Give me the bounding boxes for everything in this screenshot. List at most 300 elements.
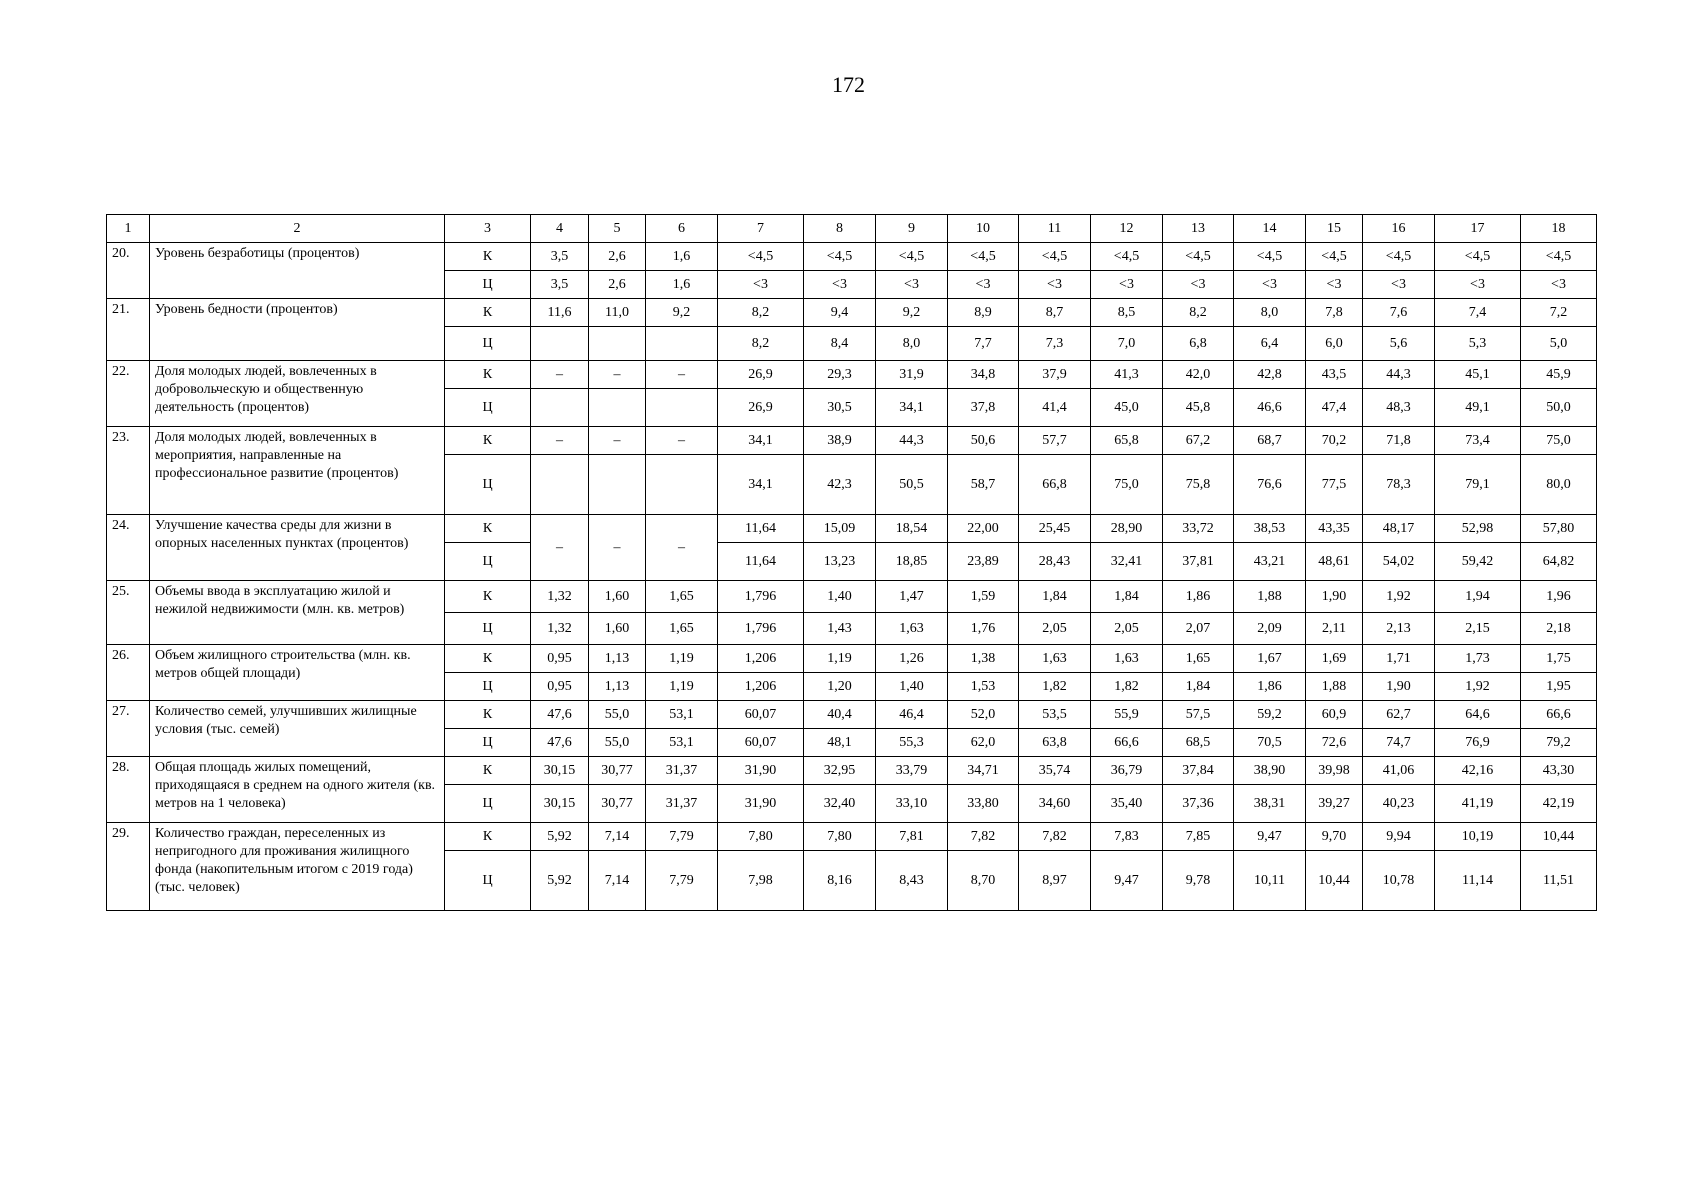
- value-cell: 34,8: [948, 361, 1019, 389]
- value-cell: 8,2: [718, 327, 804, 361]
- value-cell: 37,9: [1019, 361, 1091, 389]
- value-cell: 1,40: [804, 581, 876, 613]
- value-cell: 1,63: [876, 613, 948, 645]
- indicator-name: Объем жилищного строительства (млн. кв. метров общей площади): [150, 645, 445, 701]
- value-cell: 38,53: [1234, 515, 1306, 543]
- value-cell: 33,10: [876, 785, 948, 823]
- table-row: [107, 823, 1597, 851]
- value-cell: 11,51: [1521, 851, 1597, 911]
- value-cell: 30,5: [804, 389, 876, 427]
- value-cell: 70,2: [1306, 427, 1363, 455]
- value-cell: 63,8: [1019, 729, 1091, 757]
- value-cell: 18,54: [876, 515, 948, 543]
- value-cell: 7,81: [876, 823, 948, 851]
- value-cell: 39,27: [1306, 785, 1363, 823]
- value-cell: 34,1: [718, 455, 804, 515]
- value-cell: 1,96: [1521, 581, 1597, 613]
- value-cell: 37,81: [1163, 543, 1234, 581]
- value-cell: 70,5: [1234, 729, 1306, 757]
- row-number: 21.: [107, 299, 150, 361]
- value-cell: 7,80: [804, 823, 876, 851]
- value-cell: 0,95: [531, 673, 589, 701]
- value-cell: 45,1: [1435, 361, 1521, 389]
- value-cell: –: [589, 427, 646, 455]
- value-cell: 33,79: [876, 757, 948, 785]
- type-label-c: Ц: [445, 327, 531, 361]
- value-cell: [531, 327, 589, 361]
- value-cell: 10,11: [1234, 851, 1306, 911]
- value-cell: 53,1: [646, 729, 718, 757]
- value-cell: 60,07: [718, 729, 804, 757]
- value-cell: 40,23: [1363, 785, 1435, 823]
- value-cell: 13,23: [804, 543, 876, 581]
- value-cell: 5,92: [531, 851, 589, 911]
- type-label-c: Ц: [445, 389, 531, 427]
- value-cell: 6,4: [1234, 327, 1306, 361]
- value-cell: <4,5: [1306, 243, 1363, 271]
- type-label-c: Ц: [445, 271, 531, 299]
- table-row: [107, 361, 1597, 389]
- value-cell: 8,16: [804, 851, 876, 911]
- value-cell: 5,6: [1363, 327, 1435, 361]
- value-cell: 75,0: [1091, 455, 1163, 515]
- value-cell: 1,90: [1306, 581, 1363, 613]
- value-cell: 1,43: [804, 613, 876, 645]
- value-cell: 3,5: [531, 271, 589, 299]
- value-cell: 74,7: [1363, 729, 1435, 757]
- value-cell: 57,7: [1019, 427, 1091, 455]
- value-cell: 32,40: [804, 785, 876, 823]
- merged-value-cell: –: [589, 515, 646, 581]
- value-cell: 1,63: [1019, 645, 1091, 673]
- value-cell: 7,14: [589, 823, 646, 851]
- value-cell: 54,02: [1363, 543, 1435, 581]
- value-cell: 1,6: [646, 243, 718, 271]
- value-cell: 1,84: [1019, 581, 1091, 613]
- value-cell: 7,79: [646, 851, 718, 911]
- column-header: 13: [1163, 215, 1234, 243]
- value-cell: 1,40: [876, 673, 948, 701]
- value-cell: 6,0: [1306, 327, 1363, 361]
- value-cell: 28,43: [1019, 543, 1091, 581]
- value-cell: –: [531, 427, 589, 455]
- value-cell: 7,2: [1521, 299, 1597, 327]
- value-cell: 1,84: [1163, 673, 1234, 701]
- value-cell: 10,44: [1306, 851, 1363, 911]
- value-cell: 9,2: [646, 299, 718, 327]
- indicator-name: Объемы ввода в эксплуатацию жилой и нежилой недвижимости (млн. кв. метров): [150, 581, 445, 645]
- value-cell: 30,77: [589, 757, 646, 785]
- value-cell: 32,95: [804, 757, 876, 785]
- value-cell: <4,5: [948, 243, 1019, 271]
- type-label-c: Ц: [445, 673, 531, 701]
- value-cell: 7,8: [1306, 299, 1363, 327]
- value-cell: 8,70: [948, 851, 1019, 911]
- value-cell: 52,98: [1435, 515, 1521, 543]
- value-cell: 2,13: [1363, 613, 1435, 645]
- type-label-k: К: [445, 299, 531, 327]
- column-header: 1: [107, 215, 150, 243]
- indicator-name: Количество граждан, переселенных из непригодного для проживания жилищного фонда (накопительным итогом с 2019 года) (тыс. человек): [150, 823, 445, 911]
- value-cell: 58,7: [948, 455, 1019, 515]
- value-cell: 2,07: [1163, 613, 1234, 645]
- value-cell: 80,0: [1521, 455, 1597, 515]
- value-cell: 8,2: [718, 299, 804, 327]
- value-cell: 9,47: [1234, 823, 1306, 851]
- value-cell: 7,80: [718, 823, 804, 851]
- value-cell: 45,8: [1163, 389, 1234, 427]
- value-cell: 49,1: [1435, 389, 1521, 427]
- value-cell: 55,0: [589, 701, 646, 729]
- value-cell: 1,88: [1306, 673, 1363, 701]
- value-cell: 7,98: [718, 851, 804, 911]
- value-cell: 1,13: [589, 673, 646, 701]
- value-cell: 53,5: [1019, 701, 1091, 729]
- value-cell: [589, 327, 646, 361]
- value-cell: 31,90: [718, 785, 804, 823]
- value-cell: 15,09: [804, 515, 876, 543]
- value-cell: 60,9: [1306, 701, 1363, 729]
- value-cell: 57,5: [1163, 701, 1234, 729]
- value-cell: 9,94: [1363, 823, 1435, 851]
- value-cell: 46,4: [876, 701, 948, 729]
- value-cell: 9,78: [1163, 851, 1234, 911]
- value-cell: 41,3: [1091, 361, 1163, 389]
- value-cell: 40,4: [804, 701, 876, 729]
- value-cell: <3: [718, 271, 804, 299]
- column-header: 17: [1435, 215, 1521, 243]
- value-cell: 10,78: [1363, 851, 1435, 911]
- value-cell: 50,5: [876, 455, 948, 515]
- value-cell: [646, 389, 718, 427]
- value-cell: 1,26: [876, 645, 948, 673]
- value-cell: 8,5: [1091, 299, 1163, 327]
- indicator-name: Общая площадь жилых помещений, приходящаяся в среднем на одного жителя (кв. метров на 1 человека): [150, 757, 445, 823]
- value-cell: –: [646, 361, 718, 389]
- value-cell: 5,0: [1521, 327, 1597, 361]
- value-cell: 1,92: [1363, 581, 1435, 613]
- value-cell: 31,37: [646, 785, 718, 823]
- value-cell: 73,4: [1435, 427, 1521, 455]
- value-cell: 7,83: [1091, 823, 1163, 851]
- column-header: 3: [445, 215, 531, 243]
- type-label-c: Ц: [445, 543, 531, 581]
- type-label-k: К: [445, 645, 531, 673]
- column-header: 10: [948, 215, 1019, 243]
- value-cell: 11,14: [1435, 851, 1521, 911]
- row-number: 28.: [107, 757, 150, 823]
- value-cell: 64,6: [1435, 701, 1521, 729]
- value-cell: 68,5: [1163, 729, 1234, 757]
- value-cell: 79,1: [1435, 455, 1521, 515]
- value-cell: [646, 455, 718, 515]
- row-number: 22.: [107, 361, 150, 427]
- value-cell: 68,7: [1234, 427, 1306, 455]
- value-cell: 1,13: [589, 645, 646, 673]
- value-cell: 66,6: [1091, 729, 1163, 757]
- value-cell: 31,90: [718, 757, 804, 785]
- value-cell: 66,8: [1019, 455, 1091, 515]
- value-cell: 35,74: [1019, 757, 1091, 785]
- value-cell: <3: [1019, 271, 1091, 299]
- value-cell: 48,1: [804, 729, 876, 757]
- row-number: 25.: [107, 581, 150, 645]
- value-cell: 64,82: [1521, 543, 1597, 581]
- value-cell: 2,05: [1019, 613, 1091, 645]
- value-cell: 2,15: [1435, 613, 1521, 645]
- value-cell: 1,65: [1163, 645, 1234, 673]
- table-row: [107, 299, 1597, 327]
- value-cell: 36,79: [1091, 757, 1163, 785]
- merged-value-cell: –: [646, 515, 718, 581]
- row-number: 26.: [107, 645, 150, 701]
- value-cell: 50,6: [948, 427, 1019, 455]
- value-cell: 71,8: [1363, 427, 1435, 455]
- value-cell: 8,7: [1019, 299, 1091, 327]
- value-cell: 38,9: [804, 427, 876, 455]
- value-cell: 44,3: [876, 427, 948, 455]
- value-cell: 1,71: [1363, 645, 1435, 673]
- value-cell: 1,82: [1019, 673, 1091, 701]
- value-cell: 65,8: [1091, 427, 1163, 455]
- value-cell: –: [589, 361, 646, 389]
- type-label-c: Ц: [445, 613, 531, 645]
- value-cell: 42,8: [1234, 361, 1306, 389]
- value-cell: 42,16: [1435, 757, 1521, 785]
- type-label-c: Ц: [445, 851, 531, 911]
- value-cell: 1,73: [1435, 645, 1521, 673]
- value-cell: <3: [1091, 271, 1163, 299]
- value-cell: 50,0: [1521, 389, 1597, 427]
- value-cell: 11,0: [589, 299, 646, 327]
- value-cell: 30,15: [531, 757, 589, 785]
- value-cell: 2,11: [1306, 613, 1363, 645]
- value-cell: 8,9: [948, 299, 1019, 327]
- value-cell: 1,67: [1234, 645, 1306, 673]
- value-cell: 1,796: [718, 613, 804, 645]
- column-header: 15: [1306, 215, 1363, 243]
- value-cell: 48,3: [1363, 389, 1435, 427]
- row-number: 20.: [107, 243, 150, 299]
- value-cell: 2,6: [589, 243, 646, 271]
- value-cell: 9,4: [804, 299, 876, 327]
- table-row: [107, 581, 1597, 613]
- value-cell: 31,9: [876, 361, 948, 389]
- value-cell: 7,7: [948, 327, 1019, 361]
- value-cell: 33,72: [1163, 515, 1234, 543]
- value-cell: 1,63: [1091, 645, 1163, 673]
- indicator-name: Количество семей, улучшивших жилищные условия (тыс. семей): [150, 701, 445, 757]
- value-cell: 30,15: [531, 785, 589, 823]
- value-cell: 1,94: [1435, 581, 1521, 613]
- value-cell: 38,90: [1234, 757, 1306, 785]
- value-cell: 34,71: [948, 757, 1019, 785]
- value-cell: 1,92: [1435, 673, 1521, 701]
- value-cell: 22,00: [948, 515, 1019, 543]
- value-cell: 10,19: [1435, 823, 1521, 851]
- value-cell: 1,60: [589, 581, 646, 613]
- column-header: 5: [589, 215, 646, 243]
- indicator-name: Уровень безработицы (процентов): [150, 243, 445, 299]
- value-cell: 37,36: [1163, 785, 1234, 823]
- type-label-k: К: [445, 757, 531, 785]
- value-cell: 8,0: [876, 327, 948, 361]
- value-cell: 76,6: [1234, 455, 1306, 515]
- value-cell: 37,8: [948, 389, 1019, 427]
- value-cell: 2,18: [1521, 613, 1597, 645]
- value-cell: 11,64: [718, 515, 804, 543]
- value-cell: <4,5: [718, 243, 804, 271]
- value-cell: 1,53: [948, 673, 1019, 701]
- value-cell: 41,4: [1019, 389, 1091, 427]
- column-header: 8: [804, 215, 876, 243]
- value-cell: 72,6: [1306, 729, 1363, 757]
- value-cell: 55,3: [876, 729, 948, 757]
- table-row: [107, 645, 1597, 673]
- value-cell: 8,97: [1019, 851, 1091, 911]
- value-cell: 67,2: [1163, 427, 1234, 455]
- value-cell: 9,47: [1091, 851, 1163, 911]
- value-cell: 1,65: [646, 613, 718, 645]
- value-cell: 1,20: [804, 673, 876, 701]
- value-cell: 1,88: [1234, 581, 1306, 613]
- value-cell: 1,59: [948, 581, 1019, 613]
- value-cell: 1,90: [1363, 673, 1435, 701]
- value-cell: 1,47: [876, 581, 948, 613]
- value-cell: <3: [948, 271, 1019, 299]
- value-cell: 6,8: [1163, 327, 1234, 361]
- value-cell: 1,32: [531, 581, 589, 613]
- value-cell: 52,0: [948, 701, 1019, 729]
- value-cell: 7,82: [1019, 823, 1091, 851]
- value-cell: 9,70: [1306, 823, 1363, 851]
- value-cell: 9,2: [876, 299, 948, 327]
- value-cell: 1,65: [646, 581, 718, 613]
- value-cell: 45,9: [1521, 361, 1597, 389]
- value-cell: <4,5: [1521, 243, 1597, 271]
- indicator-name: Доля молодых людей, вовлеченных в мероприятия, направленные на профессиональное развитие (процентов): [150, 427, 445, 515]
- value-cell: 79,2: [1521, 729, 1597, 757]
- column-header: 2: [150, 215, 445, 243]
- value-cell: 75,0: [1521, 427, 1597, 455]
- value-cell: 7,14: [589, 851, 646, 911]
- row-number: 29.: [107, 823, 150, 911]
- indicator-name: Уровень бедности (процентов): [150, 299, 445, 361]
- value-cell: 48,17: [1363, 515, 1435, 543]
- value-cell: <3: [1435, 271, 1521, 299]
- value-cell: 1,84: [1091, 581, 1163, 613]
- value-cell: 77,5: [1306, 455, 1363, 515]
- merged-value-cell: –: [531, 515, 589, 581]
- value-cell: 23,89: [948, 543, 1019, 581]
- value-cell: <3: [1163, 271, 1234, 299]
- value-cell: <4,5: [1234, 243, 1306, 271]
- value-cell: 43,35: [1306, 515, 1363, 543]
- row-number: 24.: [107, 515, 150, 581]
- value-cell: 7,79: [646, 823, 718, 851]
- value-cell: 59,2: [1234, 701, 1306, 729]
- value-cell: <3: [876, 271, 948, 299]
- value-cell: 1,95: [1521, 673, 1597, 701]
- column-header: 12: [1091, 215, 1163, 243]
- value-cell: 29,3: [804, 361, 876, 389]
- value-cell: <4,5: [1163, 243, 1234, 271]
- page-number: 172: [832, 72, 865, 97]
- type-label-k: К: [445, 581, 531, 613]
- value-cell: 62,7: [1363, 701, 1435, 729]
- value-cell: 1,19: [646, 673, 718, 701]
- value-cell: 33,80: [948, 785, 1019, 823]
- value-cell: 11,64: [718, 543, 804, 581]
- value-cell: [589, 389, 646, 427]
- value-cell: –: [531, 361, 589, 389]
- table-row: [107, 427, 1597, 455]
- row-number: 27.: [107, 701, 150, 757]
- value-cell: 1,6: [646, 271, 718, 299]
- column-header: 18: [1521, 215, 1597, 243]
- value-cell: 42,3: [804, 455, 876, 515]
- value-cell: 34,1: [876, 389, 948, 427]
- value-cell: 35,40: [1091, 785, 1163, 823]
- value-cell: 8,43: [876, 851, 948, 911]
- value-cell: <3: [1521, 271, 1597, 299]
- value-cell: 1,86: [1163, 581, 1234, 613]
- value-cell: 66,6: [1521, 701, 1597, 729]
- value-cell: 42,0: [1163, 361, 1234, 389]
- table-row: [107, 515, 1597, 543]
- value-cell: 45,0: [1091, 389, 1163, 427]
- value-cell: 8,4: [804, 327, 876, 361]
- value-cell: 78,3: [1363, 455, 1435, 515]
- value-cell: 1,86: [1234, 673, 1306, 701]
- value-cell: <4,5: [1091, 243, 1163, 271]
- value-cell: 7,3: [1019, 327, 1091, 361]
- value-cell: 43,5: [1306, 361, 1363, 389]
- value-cell: <3: [1363, 271, 1435, 299]
- value-cell: 48,61: [1306, 543, 1363, 581]
- value-cell: 47,6: [531, 701, 589, 729]
- value-cell: 76,9: [1435, 729, 1521, 757]
- table-row: [107, 243, 1597, 271]
- value-cell: 2,09: [1234, 613, 1306, 645]
- value-cell: 59,42: [1435, 543, 1521, 581]
- value-cell: 7,4: [1435, 299, 1521, 327]
- value-cell: 1,206: [718, 645, 804, 673]
- value-cell: 57,80: [1521, 515, 1597, 543]
- value-cell: 1,206: [718, 673, 804, 701]
- value-cell: 1,60: [589, 613, 646, 645]
- value-cell: <4,5: [876, 243, 948, 271]
- value-cell: 47,4: [1306, 389, 1363, 427]
- value-cell: [646, 327, 718, 361]
- value-cell: 26,9: [718, 361, 804, 389]
- type-label-c: Ц: [445, 455, 531, 515]
- type-label-k: К: [445, 243, 531, 271]
- value-cell: 1,19: [646, 645, 718, 673]
- column-header: 4: [531, 215, 589, 243]
- column-header: 14: [1234, 215, 1306, 243]
- column-header: 6: [646, 215, 718, 243]
- value-cell: 30,77: [589, 785, 646, 823]
- value-cell: 2,05: [1091, 613, 1163, 645]
- column-header: 9: [876, 215, 948, 243]
- value-cell: 53,1: [646, 701, 718, 729]
- row-number: 23.: [107, 427, 150, 515]
- value-cell: 1,75: [1521, 645, 1597, 673]
- value-cell: 26,9: [718, 389, 804, 427]
- value-cell: 5,3: [1435, 327, 1521, 361]
- type-label-k: К: [445, 427, 531, 455]
